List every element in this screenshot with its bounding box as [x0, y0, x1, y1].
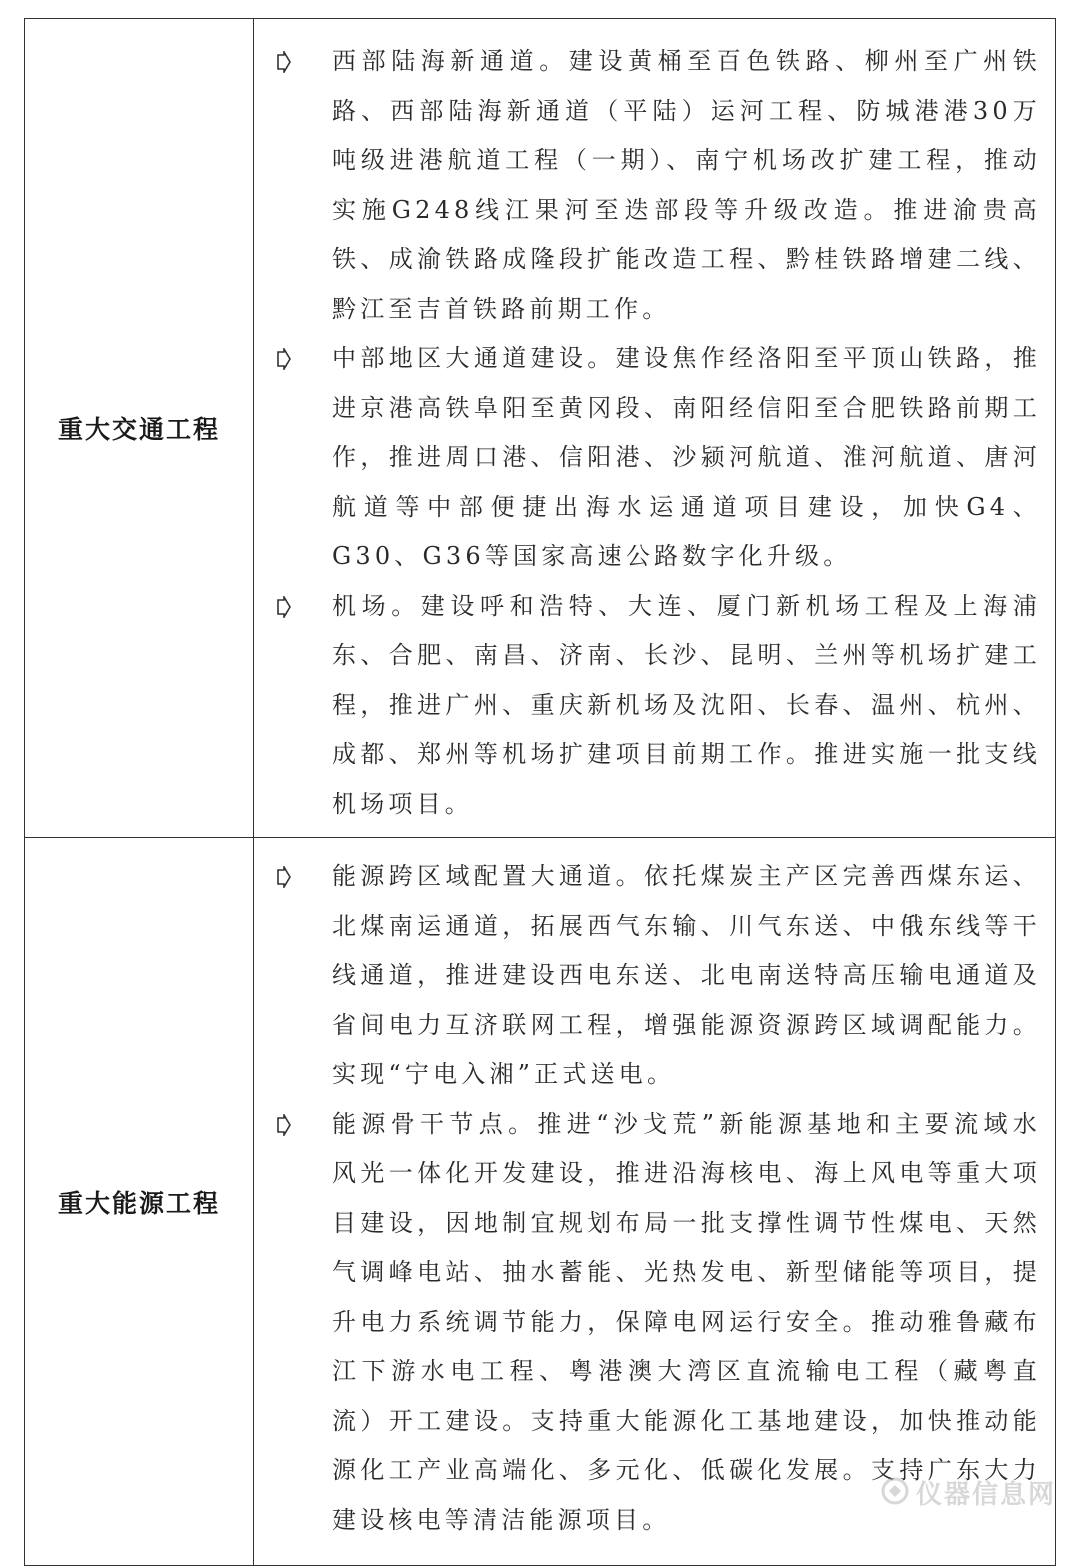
table-row-energy	[25, 838, 1056, 1566]
list-item	[276, 582, 1041, 830]
list-item	[276, 37, 1041, 334]
watermark	[880, 1474, 1056, 1511]
table-row-transport	[25, 19, 1056, 838]
list-item	[276, 852, 1041, 1100]
watermark-text: 仪器信息网	[915, 1480, 1056, 1510]
item-text: 能源骨干节点。推进“沙戈荒”新能源基地和主要流域水风光一体化开发建设，推进沿海核电、海上风电等重大项目建设，因地制宜规划布局一批支撑性调节性煤电、天然气调峰电站、抽水蓄能、光热发电、新型储能等项目，提升电力系统调节能力，保障电网运行安全。推动雅鲁藏布江下游水电工程、粤港澳大湾区直流输电工程（藏粤直流）开工建设。支持重大能源化工基地建设，加快推动能源化工产业高端化、多元化、低碳化发展。支持广东大力建设核电等清洁能源项目。	[332, 1109, 1041, 1534]
hollow-arrow-right-icon	[276, 37, 332, 73]
hollow-arrow-right-icon	[276, 334, 332, 370]
instrument-logo-icon	[880, 1476, 910, 1510]
hollow-arrow-right-icon	[276, 582, 332, 618]
content-cell-energy	[254, 838, 1056, 1566]
item-text: 能源跨区域配置大通道。依托煤炭主产区完善西煤东运、北煤南运通道，拓展西气东输、川气东送、中俄东线等干线通道，推进建设西电东送、北电南送特高压输电通道及省间电力互济联网工程，增强能源资源跨区域调配能力。实现“宁电入湘”正式送电。	[332, 862, 1041, 1088]
projects-table	[24, 18, 1056, 1566]
content-cell-transport	[254, 19, 1056, 838]
item-text: 西部陆海新通道。建设黄桶至百色铁路、柳州至广州铁路、西部陆海新通道（平陆）运河工程、防城港港30万吨级进港航道工程（一期）、南宁机场改扩建工程，推动实施G248线江果河至迭部段等升级改造。推进渝贵高铁、成渝铁路成隆段扩能改造工程、黔桂铁路增建二线、黔江至吉首铁路前期工作。	[332, 47, 1041, 323]
category-cell-energy	[25, 838, 254, 1566]
list-item	[276, 334, 1041, 582]
item-text: 中部地区大通道建设。建设焦作经洛阳至平顶山铁路，推进京港高铁阜阳至黄冈段、南阳经信阳至合肥铁路前期工作，推进周口港、信阳港、沙颍河航道、淮河航道、唐河航道等中部便捷出海水运通道项目建设，加快G4、G30、G36等国家高速公路数字化升级。	[332, 344, 1041, 570]
hollow-arrow-right-icon	[276, 1100, 332, 1136]
item-text: 机场。建设呼和浩特、大连、厦门新机场工程及上海浦东、合肥、南昌、济南、长沙、昆明、兰州等机场扩建工程，推进广州、重庆新机场及沈阳、长春、温州、杭州、成都、郑州等机场扩建项目前期工作。推进实施一批支线机场项目。	[332, 591, 1041, 818]
category-cell-transport	[25, 19, 254, 838]
hollow-arrow-right-icon	[276, 852, 332, 888]
category-label: 重大能源工程	[57, 1188, 220, 1218]
category-label: 重大交通工程	[57, 415, 220, 444]
